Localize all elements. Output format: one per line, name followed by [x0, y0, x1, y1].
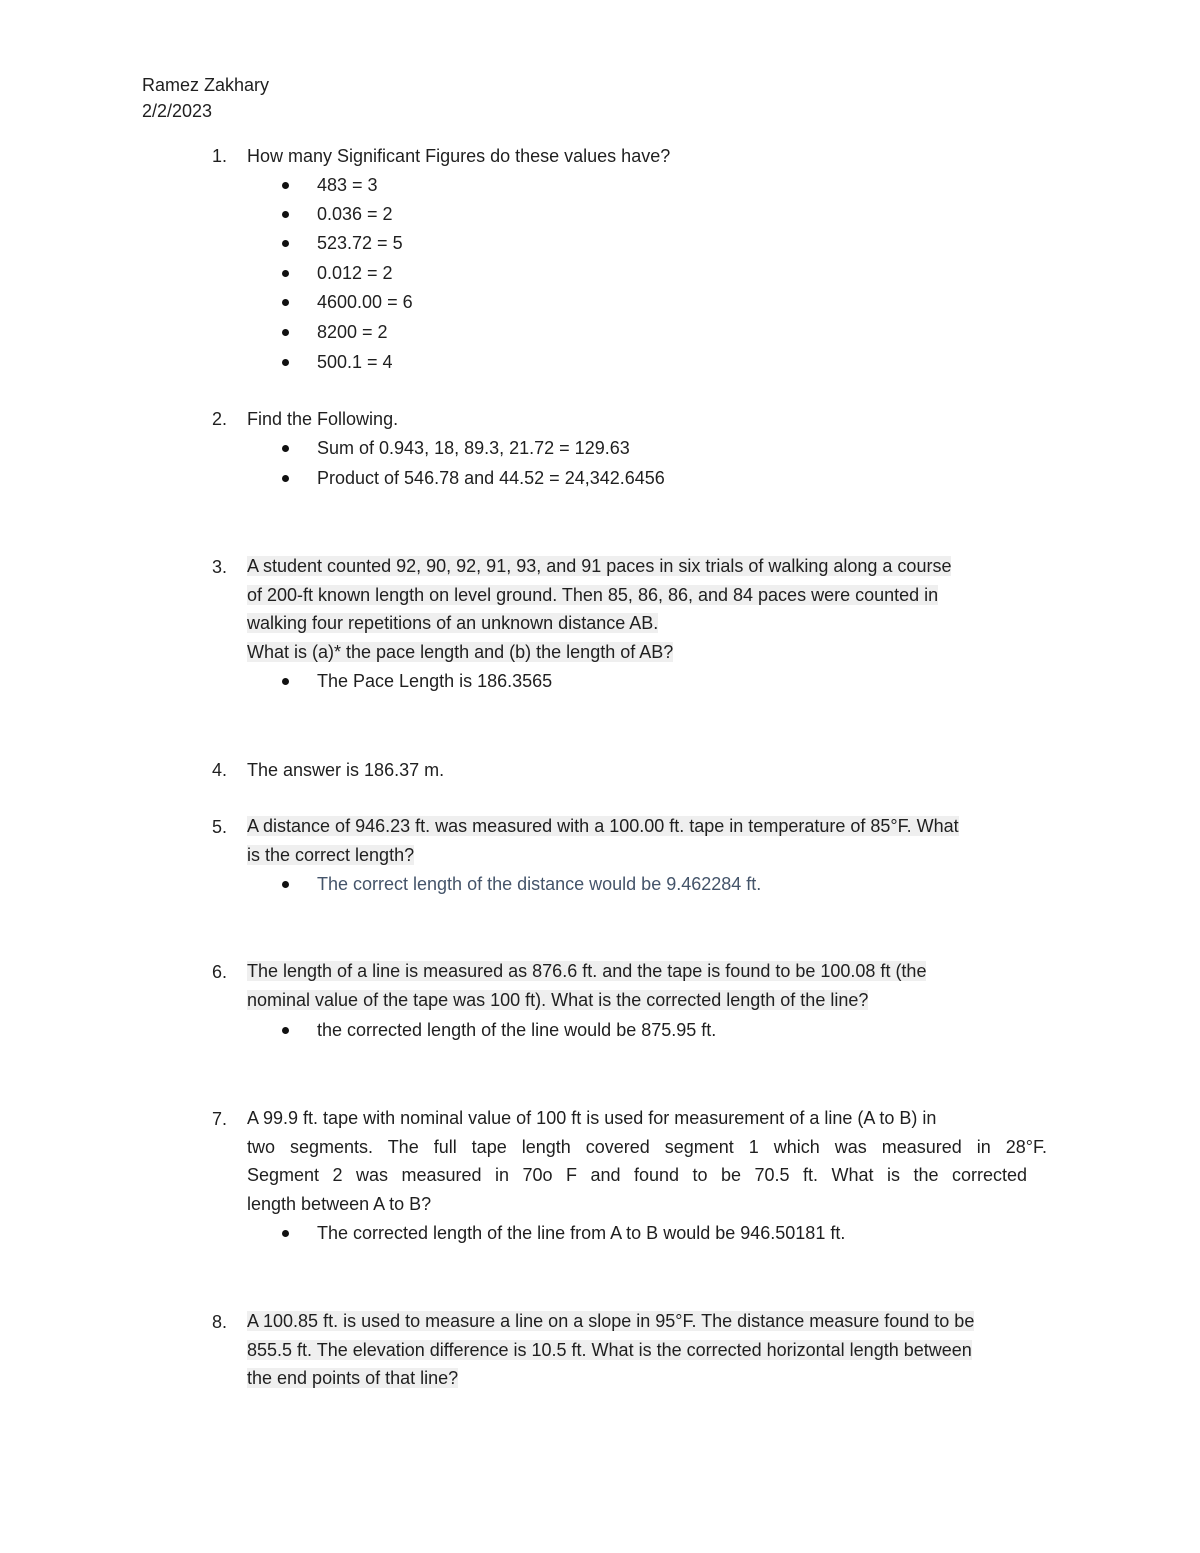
question-number: 5. [212, 817, 228, 837]
question-number: 8. [212, 1312, 228, 1332]
bullet-icon [282, 1230, 289, 1237]
question-number: 2. [212, 409, 228, 429]
question-3-text [247, 552, 1057, 666]
question-line: length between A to B? [247, 1193, 432, 1214]
question-1-text [247, 142, 1057, 171]
question-line: A 100.85 ft. is used to measure a line on a slope in 95°F. The distance measure found to be [247, 1311, 975, 1331]
question-line: is the correct length? [247, 844, 415, 865]
question-line: two segments. The full tape length covered segment 1 which was measured in 28°F. [247, 1136, 1047, 1157]
author-name: Ramez Zakhary [142, 75, 270, 95]
question-line: Segment 2 was measured in 70o F and found to be 70.5 ft. What is the corrected [247, 1165, 1027, 1185]
bullet-icon [282, 475, 289, 482]
question-line: How many Significant Figures do these values have? [247, 146, 671, 166]
question-line: Find the Following. [247, 409, 399, 429]
bullet-icon [282, 881, 289, 888]
question-line: 855.5 ft. The elevation difference is 10.5 ft. What is the corrected horizontal length between [247, 1339, 972, 1360]
question-2-text [247, 405, 1057, 434]
bullet-icon [282, 270, 289, 277]
question-number: 4. [212, 760, 228, 780]
document-page: Ramez Zakhary 2/2/2023 1. How many Significant Figures do these values have? 483 = 3 0.036 = 2 523.72 = 5 0.012 = 2 4600.00 = 6 8200 = 2 500.1 = 4 2. Find the Following. Sum of 0.943, 18, 89.3, 21.72 = 129.63 Product of 546.78 and 44.52 = 24,342.6456 3. A student counted 92, 90, 92, 91, 93, and 91 paces in six trials of walking along a course of 200-ft known length on level ground. Then 85, 86, 86, and 84 paces were counted in walking four repetitions of an unknown distance AB. What is (a)* the pace length and (b) the length of AB? The Pace Length is 186.3565 4. The answer is 186.37 m. 5. A distance of 946.23 ft. was measured with a 100.00 ft. tape in temperature of 85°F. What is the correct length? The correct length of the distance would be 9.462284 ft. 6. The length of a line is measured as 876.6 ft. and the tape is found to be 100.08 ft (the nominal value of the tape was 100 ft). What is the corrected length of the line? the corrected length of the line would be 875.95 ft. 7. A 99.9 ft. tape with nominal value of 100 ft is used for measurement of a line (A to B) in two segments. The full tape length covered segment 1 which was measured in 28°F. Segment 2 was measured in 70o F and found to be 70.5 ft. What is the corrected length between A to B? The corrected length of the line from A to B would be 946.50181 ft. 8. A 100.85 ft. is used to measure a line on a slope in 95°F. The distance measure found to be 855.5 ft. The elevation difference is 10.5 ft. What is the corrected horizontal length between the end points of that line? [0, 0, 1200, 1553]
question-line: the end points of that line? [247, 1368, 459, 1388]
question-number: 3. [212, 557, 228, 577]
bullet-icon [282, 211, 289, 218]
bullet-icon [282, 299, 289, 306]
question-7-text [247, 1104, 1047, 1218]
bullet-icon [282, 678, 289, 685]
question-4-text [247, 756, 1057, 785]
bullet-icon [282, 240, 289, 247]
bullet-icon [282, 1027, 289, 1034]
question-number: 7. [212, 1109, 228, 1129]
question-number: 1. [212, 146, 228, 166]
question-line: A distance of 946.23 ft. was measured with a 100.00 ft. tape in temperature of 85°F. What [247, 816, 959, 836]
bullet-icon [282, 359, 289, 366]
bullet-icon [282, 445, 289, 452]
question-6-text [247, 957, 1057, 1014]
question-line: What is (a)* the pace length and (b) the length of AB? [247, 641, 674, 662]
question-line: A 99.9 ft. tape with nominal value of 100 ft is used for measurement of a line (A to B) in [247, 1108, 937, 1128]
question-number: 6. [212, 962, 228, 982]
question-line: walking four repetitions of an unknown distance AB. [247, 613, 659, 633]
question-8-text [247, 1307, 1057, 1393]
bullet-icon [282, 329, 289, 336]
question-line: The length of a line is measured as 876.6 ft. and the tape is found to be 100.08 ft (the [247, 961, 927, 981]
question-line: The answer is 186.37 m. [247, 760, 445, 780]
question-line: of 200-ft known length on level ground. Then 85, 86, 86, and 84 paces were counted in [247, 584, 939, 605]
document-date: 2/2/2023 [142, 101, 213, 121]
question-line: A student counted 92, 90, 92, 91, 93, and 91 paces in six trials of walking along a course [247, 556, 952, 576]
question-line: nominal value of the tape was 100 ft). What is the corrected length of the line? [247, 989, 869, 1010]
question-5-text [247, 812, 1057, 869]
bullet-icon [282, 182, 289, 189]
